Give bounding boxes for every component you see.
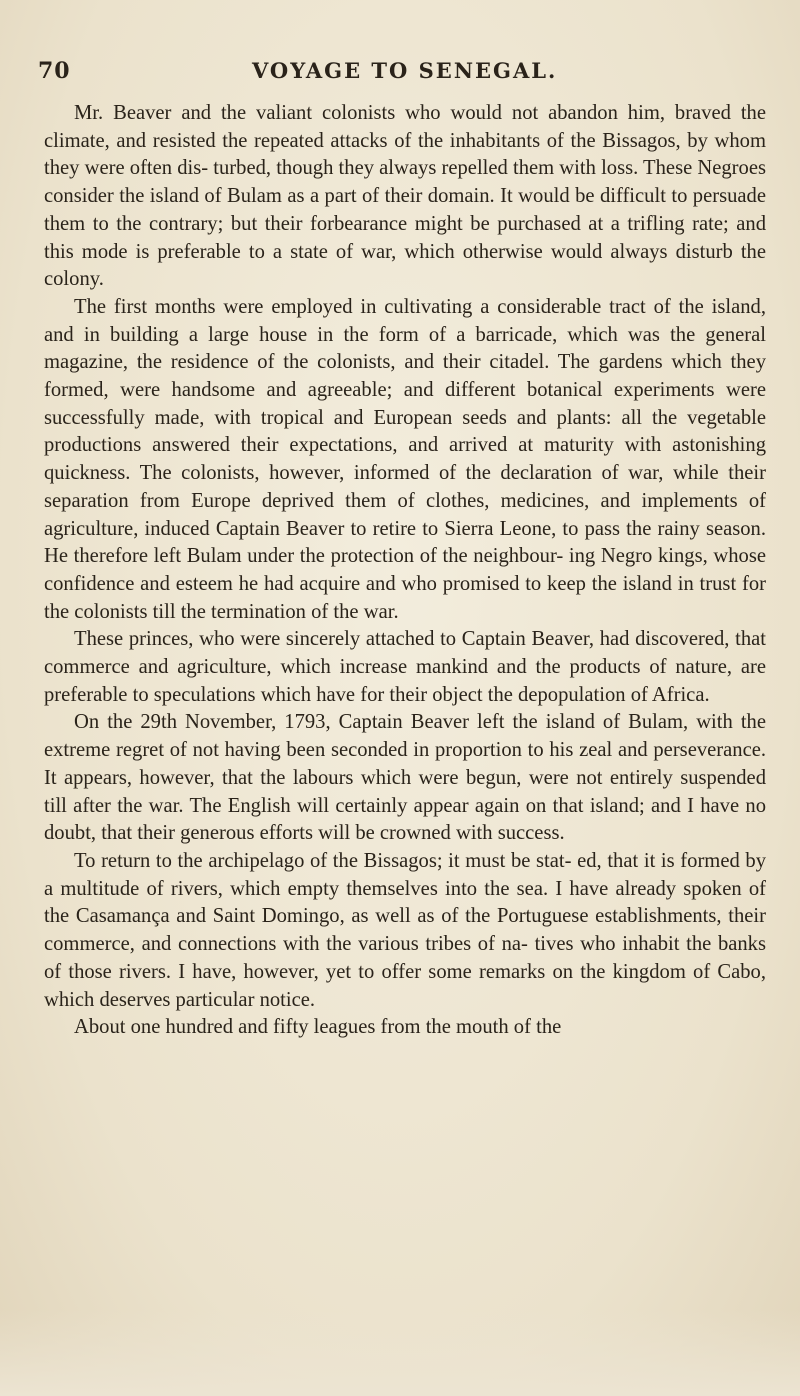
page-bottom-margin xyxy=(0,1310,800,1396)
running-title: VOYAGE TO SENEGAL. xyxy=(252,58,558,83)
paragraph-first-months: The first months were employed in cultivating a considerable tract of the island, and in building a large house in the form of a barricade, which was the general magazine, the residence of the colonists, and their citadel. The gardens which they formed, were handsome and agreeable; and different botanical experiments were successfully made, with tropical and European seeds and plants: all the vegetable productions answered their expectations, and arrived at maturity with astonishing quickness. The colonists, however, informed of the declaration of war, while their separation from Europe deprived them of clothes, medicines, and implements of agriculture, induced Captain Beaver to retire to Sierra Leone, to pass the rainy season. He therefore left Bulam under the protection of the neighbour- ing Negro kings, whose confidence and esteem he had acquire and who promised to keep the island in trust for the colonists till the termination of the war. xyxy=(44,295,766,623)
body-text xyxy=(44,100,766,1042)
paragraph-bissagos-archipelago: To return to the archipelago of the Bissagos; it must be stat- ed, that it is formed by a multitude of rivers, which empty themselves into the sea. I have already spoken of the Casamança and Saint Domingo, as well as of the Portuguese establishments, their commerce, and connections with the various tribes of na- tives who inhabit the banks of those rivers. I have, however, yet to offer some remarks on the kingdom of Cabo, which deserves particular notice. xyxy=(44,849,766,1011)
page-header xyxy=(38,58,768,88)
page-number: 70 xyxy=(38,58,71,84)
paragraph-princes: These princes, who were sincerely attached to Captain Beaver, had discovered, that commerce and agriculture, which increase mankind and the products of nature, are preferable to speculations which have for their object the depopulation of Africa. xyxy=(44,628,766,706)
paragraph-cabo-leagues: About one hundred and fifty leagues from the mouth of the xyxy=(74,1016,562,1039)
paragraph-beaver-colonists: Mr. Beaver and the valiant colonists who would not abandon him, braved the climate, and resisted the repeated attacks of the inhabitants of the Bissagos, by whom they were often dis- turbed, though they always repelled them with loss. These Negroes consider the island of Bulam as a part of their domain. It would be difficult to persuade them to the contrary; but their forbearance might be purchased at a trifling rate; and this mode is preferable to a state of war, which otherwise would always disturb the colony. xyxy=(44,102,766,291)
paragraph-departure: On the 29th November, 1793, Captain Beaver left the island of Bulam, with the extreme regret of not having been seconded in proportion to his zeal and perseverance. It appears, however, that the labours which were begun, were not entirely suspended till after the war. The English will certainly appear again on that island; and I have no doubt, that their generous efforts will be crowned with success. xyxy=(44,711,766,845)
